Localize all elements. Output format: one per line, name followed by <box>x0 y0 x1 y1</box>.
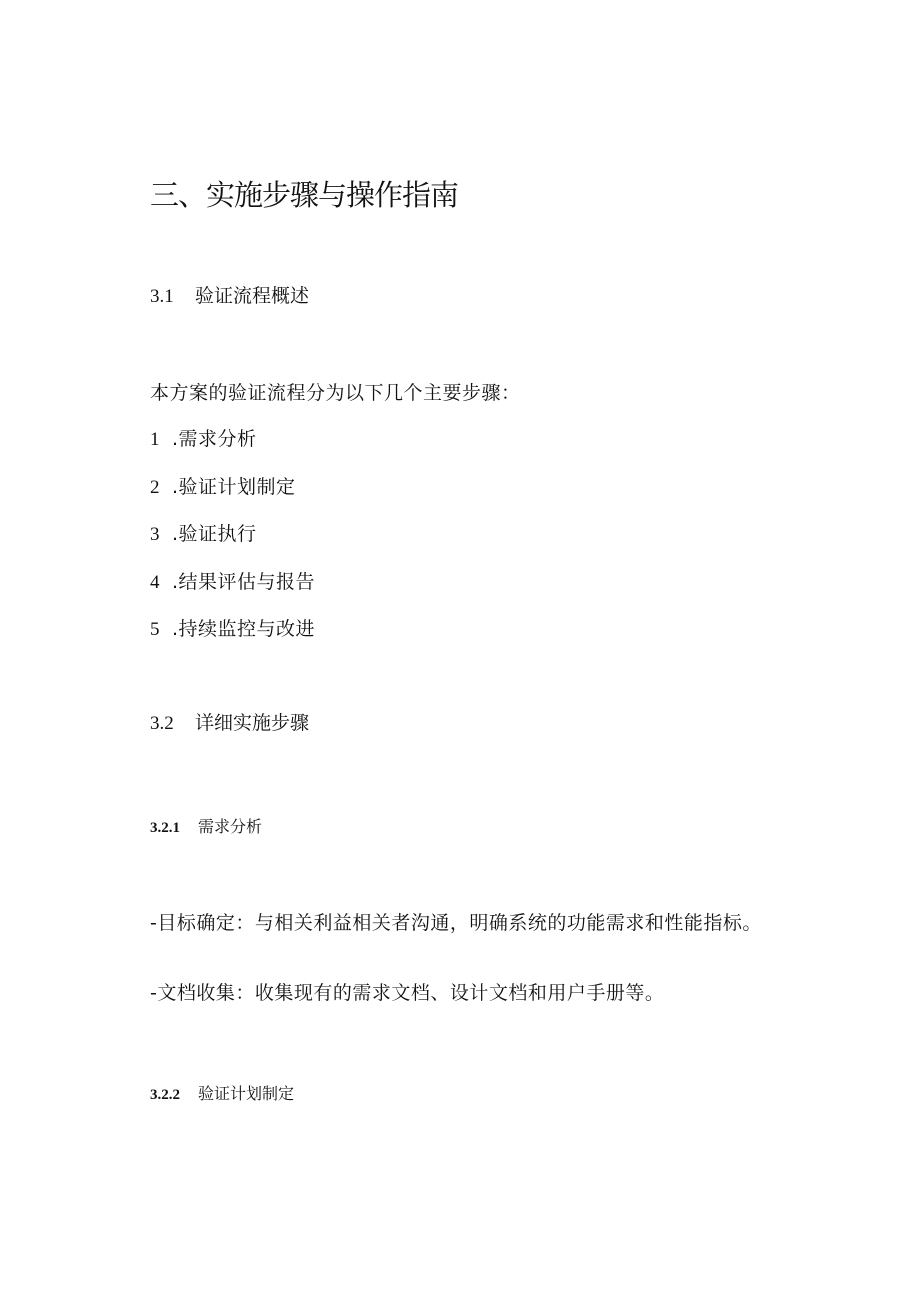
list-item-number: 2 <box>150 477 160 498</box>
list-item-number: 5 <box>150 619 160 640</box>
bullet-item: -目标确定：与相关利益相关者沟通，明确系统的功能需求和性能指标。 <box>150 912 762 934</box>
subsection-title: 验证计划制定 <box>198 1084 295 1103</box>
list-item <box>150 474 296 501</box>
subsection-number: 3.2.2 <box>150 1087 180 1103</box>
section-title: 验证流程概述 <box>195 285 310 307</box>
intro-paragraph: 本方案的验证流程分为以下几个主要步骤： <box>150 382 521 404</box>
list-item <box>150 569 315 596</box>
section-title: 详细实施步骤 <box>195 712 310 734</box>
subsection-number: 3.2.1 <box>150 820 180 836</box>
list-item <box>150 426 257 453</box>
list-item <box>150 521 257 548</box>
list-item-text: .结果评估与报告 <box>172 571 316 593</box>
section-heading-3-1 <box>150 283 309 310</box>
chapter-title: 三、实施步骤与操作指南 <box>150 178 459 212</box>
list-item <box>150 616 315 643</box>
list-item-text: .需求分析 <box>172 428 257 450</box>
list-item-number: 3 <box>150 524 160 545</box>
section-number: 3.2 <box>150 713 174 734</box>
list-item-text: .验证计划制定 <box>172 476 296 498</box>
subsection-title: 需求分析 <box>198 817 263 836</box>
list-item-text: .验证执行 <box>172 523 257 545</box>
section-heading-3-2 <box>150 710 309 737</box>
list-item-number: 1 <box>150 429 160 450</box>
section-number: 3.1 <box>150 286 174 307</box>
bullet-item: -文档收集：收集现有的需求文档、设计文档和用户手册等。 <box>150 982 665 1004</box>
subsection-heading-3-2-2 <box>150 1083 294 1106</box>
subsection-heading-3-2-1 <box>150 816 262 839</box>
list-item-text: .持续监控与改进 <box>172 618 316 640</box>
list-item-number: 4 <box>150 572 160 593</box>
